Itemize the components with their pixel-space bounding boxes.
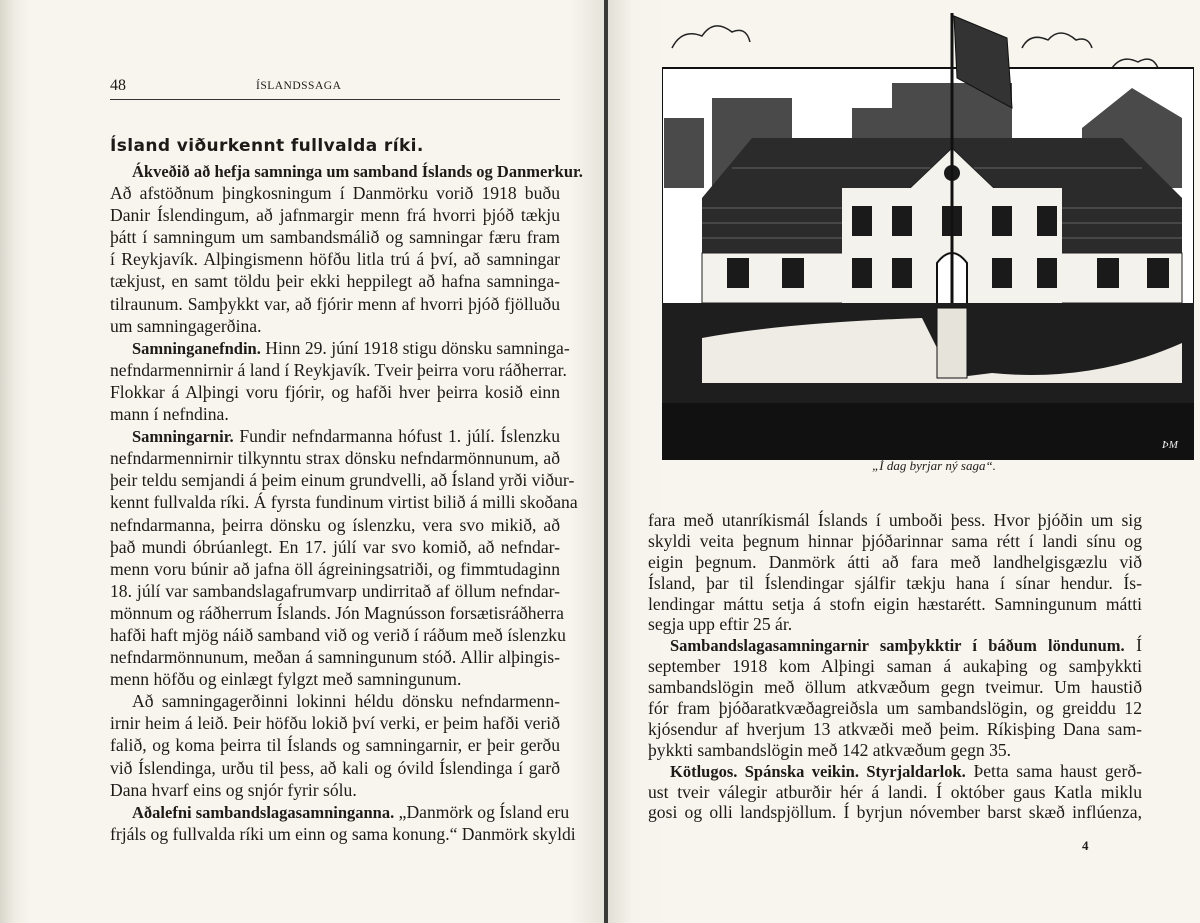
line-text: 18. júlí var sambandslagafrumvarp undirritað af öllum nefndar- <box>110 580 560 601</box>
paragraph-lead: Samningarnir. <box>132 427 234 447</box>
line-text: kjósendur af hverjum 13 atkvæði með þeim. Ríkisþing Dana sam- <box>648 718 1142 739</box>
line-text: irnir heim á leið. Þeir höfðu lokið því verki, er þeim hafði verið <box>110 713 560 734</box>
text-line <box>110 381 560 403</box>
text-line <box>648 782 1142 803</box>
text-line <box>110 293 560 315</box>
line-text: þykkti sambandslögin með 142 atkvæðum gegn 35. <box>648 739 1012 760</box>
line-text: Að samningagerðinni lokinni héldu dönsku nefndarmenn- <box>132 691 560 712</box>
text-line <box>648 698 1142 719</box>
line-text: fór fram þjóðaratkvæðagreiðsla um sambandslögin, og greiddu 12 <box>648 698 1142 719</box>
text-line <box>110 757 560 779</box>
line-text: menn voru búnir að jafna öll ágreiningsatriði, og fimmtudaginn <box>110 558 560 579</box>
text-line <box>110 779 560 801</box>
left-body-text <box>110 160 583 845</box>
text-line <box>110 204 560 226</box>
line-text: nefndarmennirnir á land í Reykjavík. Tveir þeirra voru ráðherrar. <box>110 359 567 380</box>
line-text: sambandslögin með öllum atkvæðum gegn tveimur. Um haustið <box>648 677 1142 698</box>
line-text: mönnum og ráðherrum Íslands. Jón Magnússon forsætisráðherra <box>110 602 564 623</box>
text-line <box>110 359 567 381</box>
text-line <box>648 635 1142 656</box>
line-text: ust tveir válegir atburðir hér á landi. Í október gaus Katla miklu <box>648 781 1142 802</box>
line-text: Fundir nefndarmanna hófust 1. júlí. Íslenzku <box>233 426 560 447</box>
text-line <box>110 469 575 491</box>
text-line <box>110 270 560 292</box>
running-head: ÍSLANDSSAGA <box>256 80 342 92</box>
text-line <box>110 425 560 447</box>
header-rule <box>110 99 560 100</box>
text-line <box>648 761 1142 782</box>
line-text: þátt í samningum um sambandsmálið og samningar færu fram <box>110 227 560 248</box>
line-text: Í <box>1124 635 1142 656</box>
line-text: segja upp eftir 25 ár. <box>648 614 793 635</box>
text-line <box>648 531 1142 552</box>
line-text: um samningagerðina. <box>110 315 262 336</box>
line-text: Danir Íslendingum, að jafnmargir menn frá hvorri þjóð tækju <box>110 205 560 226</box>
right-body-text <box>648 510 1142 823</box>
text-line <box>648 510 1142 531</box>
page-number: 48 <box>110 77 126 94</box>
paragraph-lead: Samninganefndin. <box>132 338 261 358</box>
line-text: í Reykjavík. Alþingismenn höfðu litla trú á því, að samningar <box>110 249 560 270</box>
text-line <box>110 337 570 359</box>
line-text: við Íslendinga, urðu til þess, að kali og óvild Íslendinga í garð <box>110 757 560 778</box>
paragraph-lead: Aðalefni sambandslagasamninganna. <box>132 802 395 822</box>
line-text: kennt fullvalda ríki. Á fyrsta fundinum virtist bilið á milli skoðana <box>110 492 578 513</box>
line-text: gosi og olli landspjöllum. Í byrjun nóvember barst skæð inflúenza, <box>648 802 1142 823</box>
line-text: frjáls og fullvalda ríki um einn og sama konung.“ Danmörk skyldi <box>110 823 576 844</box>
line-text: tilraunum. Samþykkt var, að fjórir menn af hvorri þjóð fjölluðu <box>110 293 560 314</box>
line-text: þeir teldu semjandi á þeim einum grundvelli, að Ísland yrði viður- <box>110 470 575 491</box>
line-text: tækjust, en samt töldu þeir ekki heppilegt að hafna samninga- <box>110 271 560 292</box>
text-line <box>648 656 1142 677</box>
text-line <box>110 602 564 624</box>
text-line <box>110 226 560 248</box>
line-text: lendingar máttu setja á stofn eigin hæstarétt. Samningunum mátti <box>648 593 1142 614</box>
text-line <box>110 248 560 270</box>
text-line <box>110 182 560 204</box>
line-text: falið, og koma þeirra til Íslands og samningarnir, er þeir gerðu <box>110 735 560 756</box>
text-line <box>648 719 1142 740</box>
text-line <box>110 160 583 182</box>
text-line <box>110 668 560 690</box>
text-line <box>110 315 560 337</box>
line-text: hafði haft mjög náið samband við og verið í ráðum með íslenzku <box>110 624 566 645</box>
text-line <box>110 514 560 536</box>
right-page <box>608 0 1200 923</box>
paragraph-lead: Ákveðið að hefja samninga um samband Íslands og Danmerkur. <box>132 162 583 181</box>
text-line <box>648 573 1142 594</box>
section-heading: Ísland viðurkennt fullvalda ríki. <box>110 136 424 156</box>
text-line <box>110 801 570 823</box>
text-line <box>110 734 560 756</box>
line-text: fara með utanríkismál Íslands í umboði þess. Hvor þjóðin um sig <box>648 510 1142 530</box>
text-line <box>648 802 1142 823</box>
text-line <box>110 646 560 668</box>
line-text: Þetta sama haust gerð- <box>965 760 1142 781</box>
line-text: Dana hvarf eins og snjór fyrir sólu. <box>110 779 357 800</box>
paragraph-lead: Kötlugos. Spánska veikin. Styrjaldarlok. <box>670 761 966 781</box>
line-text: september 1918 kom Alþingi saman á aukaþing og samþykkti <box>648 656 1142 677</box>
line-text: Ísland, þar til Íslendingar sjálfir tækju hana í sínar hendur. Ís- <box>648 572 1142 593</box>
line-text: Flokkar á Alþingi voru fjórir, og hafði hver þeirra kosið einn <box>110 381 560 402</box>
illustrator-signature: ÞM <box>1162 439 1178 451</box>
illustration <box>662 8 1194 460</box>
paragraph-lead: Sambandslagasamningarnir samþykktir í báðum löndunum. <box>670 636 1125 656</box>
text-line <box>648 614 1142 635</box>
line-text: Að afstöðnum þingkosningum í Danmörku vorið 1918 buðu <box>110 183 560 204</box>
text-line <box>110 447 560 469</box>
line-text: það mundi óbrúanlegt. En 17. júlí var svo komið, að nefndar- <box>110 536 560 557</box>
line-text: mann í nefndina. <box>110 404 229 425</box>
text-line <box>110 580 560 602</box>
text-line <box>110 491 578 513</box>
text-line <box>110 823 576 845</box>
text-line <box>648 740 1142 761</box>
line-text: menn höfðu og einlægt fylgzt með samningunum. <box>110 669 462 690</box>
text-line <box>648 677 1142 698</box>
line-text: nefndarmönnunum, meðan á samningunum stóð. Allir alþingis- <box>110 647 560 668</box>
line-text: skyldi veita þegnum hinnar þjóðarinnar sama rétt í landi sínu og <box>648 530 1142 551</box>
text-line <box>648 552 1142 573</box>
line-text: Hinn 29. júní 1918 stigu dönsku samninga- <box>260 337 570 358</box>
text-line <box>110 624 566 646</box>
text-line <box>110 403 560 425</box>
line-text: nefndarmanna, þeirra dönsku og íslenzku, vera svo mikið, að <box>110 514 560 535</box>
text-line <box>110 536 560 558</box>
text-line <box>110 712 560 734</box>
text-line <box>648 594 1142 615</box>
line-text: eigin þegnum. Danmörk átti að fara með landhelgisgæzlu við <box>648 551 1142 572</box>
signature-mark: 4 <box>1082 838 1089 853</box>
text-line <box>110 690 560 712</box>
illustration-caption: „Í dag byrjar ný saga“. <box>872 458 996 473</box>
text-line <box>110 558 560 580</box>
line-text: nefndarmennirnir tilkynntu strax dönsku nefndarmönnunum, að <box>110 448 560 469</box>
line-text: „Danmörk og Ísland eru <box>394 801 570 822</box>
